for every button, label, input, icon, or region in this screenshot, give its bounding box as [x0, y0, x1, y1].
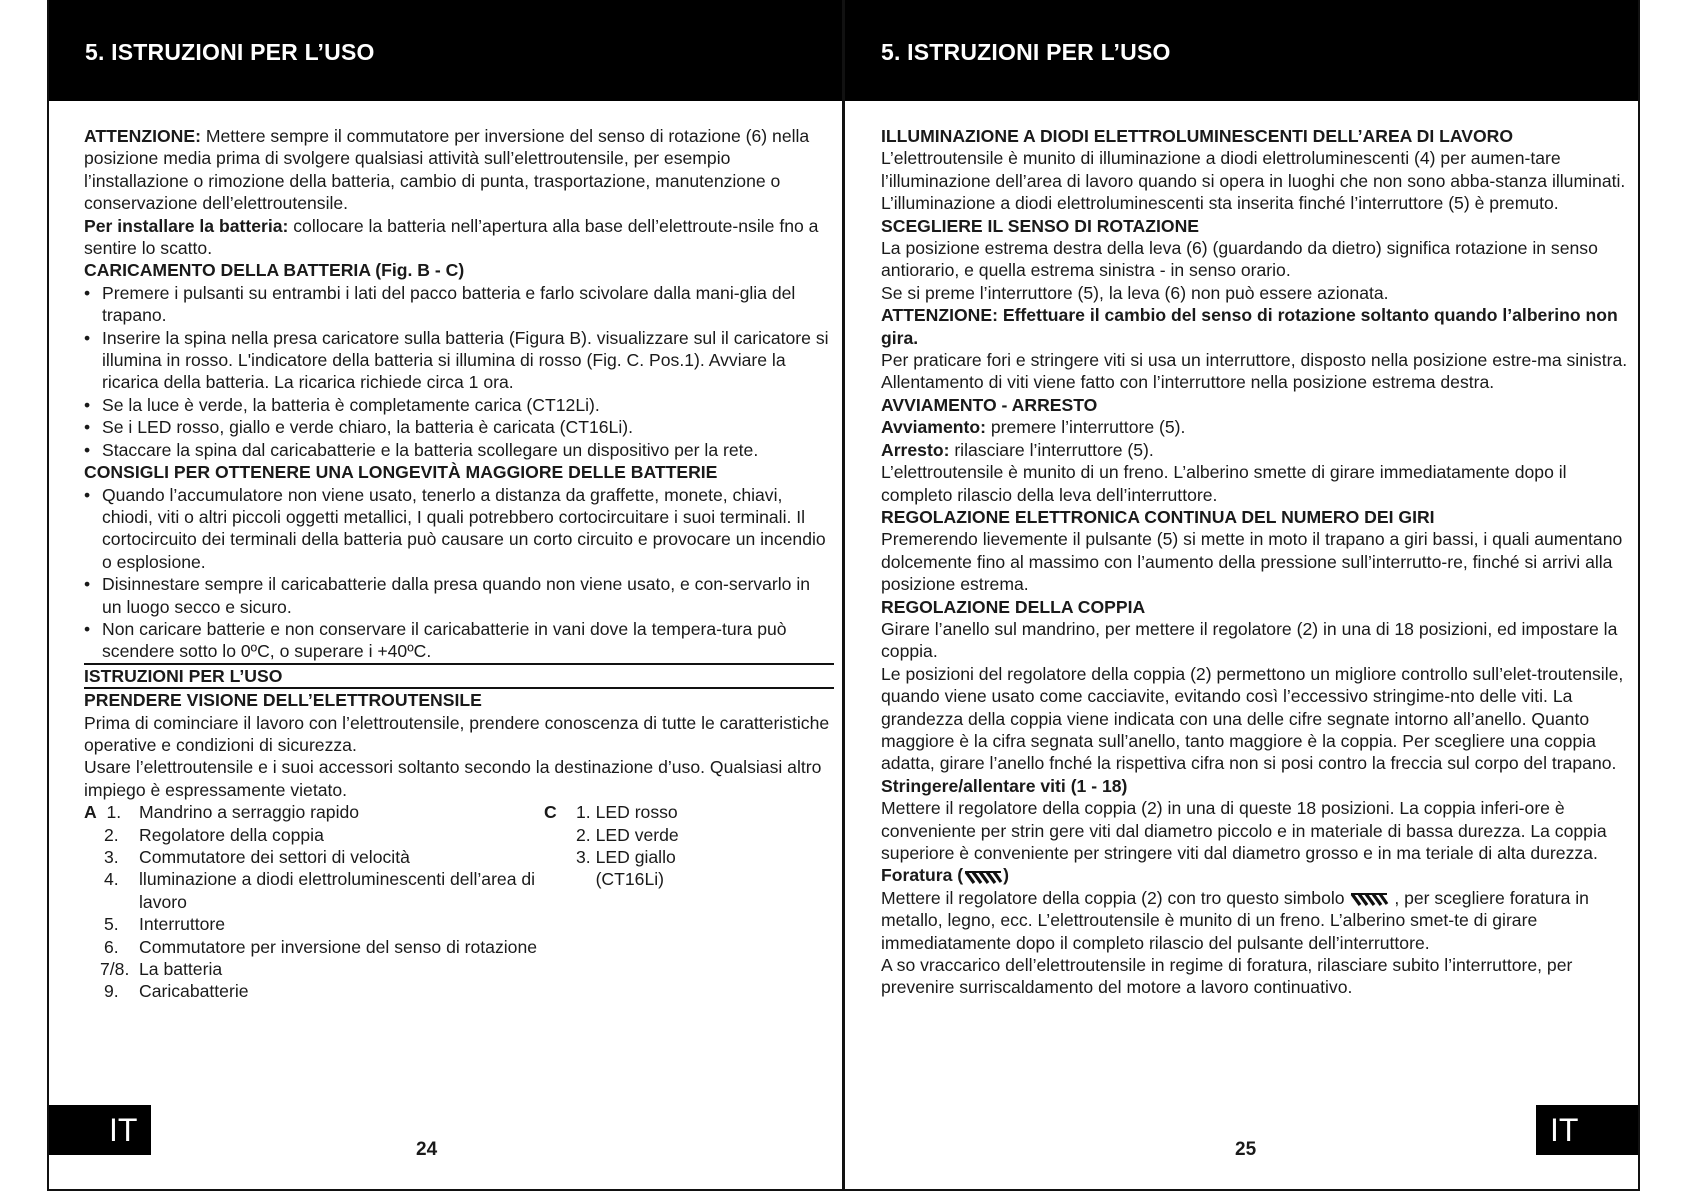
list-item — [544, 846, 744, 891]
bullet-icon: • — [84, 439, 91, 460]
bullet-icon: • — [84, 618, 91, 639]
spacer — [544, 824, 576, 846]
drilling-heading — [881, 864, 1636, 886]
drilling-heading-text: Foratura ( — [881, 865, 964, 886]
item-text: Caricabatterie — [139, 981, 249, 1002]
brake-paragraph: L’elettroutensile è munito di un freno. L’alberino smette di girare immediatamente dopo il completo rilascio della leva dell’interruttore. — [881, 462, 1567, 505]
item-number: 6. — [104, 936, 119, 957]
list-letter: A — [84, 802, 97, 823]
list-item — [84, 282, 834, 327]
bullet-text: Quando l’accumulatore non viene usato, tenerlo a distanza da graffette, monete, chiavi, chiodi, viti o altri piccoli oggetti metallici, I quali potrebbero cortocircuitare i suoi terminali. Il cortocircuito dei terminali della batteria può causare un corto circuito e provocare un incendio o esplosione. — [102, 484, 826, 572]
start-label: Avviamento: — [881, 417, 986, 438]
drilling-paragraph-2: A so vraccarico dell’elettroutensile in regime di foratura, rilasciare subito l’interruttore, per prevenire surriscaldamento del motore a lavoro continuativo. — [881, 955, 1573, 998]
overview-paragraph-2: Usare l’elettroutensile e i suoi accessori soltanto secondo la destinazione d’uso. Qualsiasi altro impiego è espressamente vietato. — [84, 757, 822, 800]
item-text: Interruttore — [139, 914, 226, 935]
item-text: La batteria — [139, 959, 223, 980]
page-number: 25 — [1235, 1139, 1257, 1160]
direction-paragraph-1: La posizione estrema destra della leva (6) (guardando da dietro) significa rotazione in senso antiorario, e quella estrema sinistra - in senso orario. — [881, 238, 1598, 281]
list-item — [84, 801, 544, 823]
right-page-title: 5. ISTRUZIONI PER L’USO — [881, 39, 1171, 65]
left-page-title: 5. ISTRUZIONI PER L’USO — [85, 39, 375, 65]
bullet-text: Staccare la spina dal caricabatterie e la batteria scollegare un dispositivo per la rete. — [102, 439, 759, 460]
speed-paragraph: Premerendo lievemente il pulsante (5) si mette in moto il trapano a giri bassi, i quali aumentano dolcemente fino al massimo con l’aumento della pressione sull’interrutto-re, finché si arrivi alla posizione estrema. — [881, 529, 1623, 595]
right-header-bar — [845, 0, 1638, 101]
item-number: 1. — [576, 802, 591, 823]
right-content — [881, 125, 1636, 999]
drill-symbol-icon — [963, 869, 1003, 885]
bullet-icon: • — [84, 282, 91, 303]
list-item — [84, 824, 544, 846]
attention-text: Mettere sempre il commutatore per inversione del senso di rotazione (6) nella posizione media prima di svolgere qualsiasi attività sull’elettroutensile, per esempio l’installazione o rimozione della batteria, cambio di punta, trasportazione, manutenzione o conservazione dell’elettroutensile. — [84, 126, 810, 214]
list-item — [84, 484, 834, 574]
screw-paragraph: Mettere il regolatore della coppia (2) in una di queste 18 posizioni. La coppia inferi-ore è conveniente per strin gere viti dal diametro piccolo e in materiale di bassa durezza. La coppia superiore è conveniente per stringere viti dal diametro grosso e in ma teriale di alta durezza. — [881, 798, 1607, 863]
list-item — [84, 618, 834, 663]
item-number: 1. — [106, 802, 122, 823]
item-number: 2. — [576, 824, 591, 845]
item-number: 9. — [104, 981, 119, 1002]
stop-line — [881, 439, 1636, 461]
bullet-text: Disinnestare sempre il caricabatterie dalla presa quando non viene usato, e con-servarlo in un luogo secco e sicuro. — [102, 574, 811, 617]
install-battery-paragraph — [84, 215, 834, 260]
list-item — [84, 980, 544, 1002]
direction-paragraph-3: Per praticare fori e stringere viti si usa un interruttore, disposto nella posizione estre-ma sinistra. Allentamento di viti viene fatto con l’interruttore nella posizione estrema destra. — [881, 350, 1628, 393]
item-text: Mandrino a serraggio rapido — [139, 802, 360, 823]
left-header-bar — [49, 0, 842, 101]
start-stop-heading: AVVIAMENTO - ARRESTO — [881, 394, 1098, 415]
bullet-icon: • — [84, 394, 91, 415]
item-text: LED giallo (CT16Li) — [595, 847, 676, 890]
stop-text: rilasciare l’interruttore (5). — [949, 439, 1154, 460]
direction-paragraph-2: Se si preme l’interruttore (5), la leva (6) non può essere azionata. — [881, 282, 1389, 303]
drilling-text-a: Mettere il regolatore della coppia (2) con tro questo simbolo — [881, 887, 1345, 908]
bullet-text: Se i LED rosso, giallo e verde chiaro, la batteria è caricata (CT16Li). — [102, 417, 633, 438]
right-page — [843, 0, 1640, 1191]
parts-list-a — [84, 801, 544, 1003]
bullet-icon: • — [84, 417, 91, 438]
item-number: 5. — [104, 914, 119, 935]
install-battery-text: collocare la batteria nell’apertura alla base dell’elettroute-nsile fno a sentire lo scatto. — [84, 215, 819, 259]
bullet-text: Inserire la spina nella presa caricatore sulla batteria (Figura B). visualizzare sul il caricatore si illumina in rosso. L'indicatore della batteria si illumina di rosso (Fig. C. Pos.1). Avviare la ricarica della batteria. La ricarica richiede circa 1 ora. — [102, 327, 829, 393]
item-text: lluminazione a diodi elettroluminescenti dell’area di lavoro — [139, 869, 536, 912]
list-item — [84, 573, 834, 618]
parts-legend — [84, 801, 834, 1003]
direction-heading: SCEGLIERE IL SENSO DI ROTAZIONE — [881, 215, 1200, 236]
screw-heading: Stringere/allentare viti (1 - 18) — [881, 775, 1128, 796]
list-item — [84, 394, 834, 416]
led-heading: ILLUMINAZIONE A DIODI ELETTROLUMINESCENTI DELL’AREA DI LAVORO — [881, 126, 1514, 146]
language-tag: IT — [49, 1105, 151, 1155]
stop-label: Arresto: — [881, 439, 950, 460]
item-text: Commutatore dei settori di velocità — [139, 847, 410, 867]
language-tag: IT — [1536, 1105, 1638, 1155]
item-number: 3. — [576, 847, 591, 867]
item-number: 2. — [104, 824, 119, 845]
list-item — [84, 913, 544, 935]
left-page — [47, 0, 844, 1191]
drilling-paragraph-1 — [881, 887, 1636, 954]
drilling-heading-close: ) — [1003, 865, 1009, 886]
list-letter: C — [544, 802, 557, 823]
bullet-text: Non caricare batterie e non conservare il caricabatterie in vani dove la tempera-tura può scendere sotto lo 0ºC, o superare i +40ºC. — [102, 618, 787, 662]
install-battery-label: Per installare la batteria: — [84, 215, 289, 236]
list-item — [84, 439, 834, 461]
start-text: premere l’interruttore (5). — [985, 417, 1186, 438]
list-item — [84, 416, 834, 438]
torque-paragraph-1: Girare l’anello sul mandrino, per mettere il regolatore (2) in una di 18 posizioni, ed impostare la coppia. — [881, 618, 1618, 662]
attention-label: ATTENZIONE: — [84, 126, 201, 146]
list-item — [84, 936, 544, 958]
spacer — [544, 846, 576, 891]
tool-overview-heading: PRENDERE VISIONE DELL’ELETTROUTENSILE — [84, 687, 834, 711]
list-item — [544, 824, 744, 846]
item-text: LED verde — [595, 824, 679, 845]
list-item — [84, 327, 834, 394]
list-item — [84, 958, 544, 980]
overview-paragraph-1: Prima di cominciare il lavoro con l’elettroutensile, prendere conoscenza di tutte le caratteristiche operative e condizioni di sicurezza. — [84, 712, 830, 755]
start-line — [881, 416, 1636, 438]
parts-list-c — [544, 801, 744, 1003]
led-paragraph: L’elettroutensile è munito di illuminazione a diodi elettroluminescenti (4) per aumen-tare l’illuminazione dell’area di lavoro quando si opera in luoghi che non sono abba-stanza illuminati. L’illuminazione a diodi elettroluminescenti sta inserita finché l’interruttore (5) è premuto. — [881, 148, 1626, 214]
bullet-icon: • — [84, 327, 91, 348]
list-item — [544, 801, 744, 823]
item-text: Commutatore per inversione del senso di rotazione — [139, 936, 538, 957]
item-number: 4. — [104, 869, 119, 890]
torque-paragraph-2: Le posizioni del regolatore della coppia (2) permettono un migliore controllo sull’elet-troutensile, quando viene usato come cacciavite, evitando così l’eccessivo stringime-nto delle viti. La grandezza della coppia viene indicata con una delle cifre segnate intorno all’anello. Quanto maggiore è la cifra segnata sull’anello, tanto maggiore è la coppia. Per scegliere una coppia adatta, girare l’anello fnché la rispettiva cifra non si posi contro la freccia sul corpo del trapano. — [881, 663, 1624, 774]
page-number: 24 — [416, 1139, 438, 1160]
tips-heading: CONSIGLI PER OTTENERE UNA LONGEVITÀ MAGGIORE DELLE BATTERIE — [84, 462, 718, 483]
item-text: Regolatore della coppia — [139, 824, 324, 845]
speed-heading: REGOLAZIONE ELETTRONICA CONTINUA DEL NUMERO DEI GIRI — [881, 506, 1435, 527]
list-letter-wrap — [544, 801, 576, 823]
bullet-icon: • — [84, 574, 91, 595]
item-text: LED rosso — [595, 802, 678, 823]
drilling-text-b: , per scegliere foratura in metallo, legno, ecc. L’elettroutensile è munito di un freno. L’alberino smet-te di girare immediatamente dopo il completo rilascio del pulsante dell’interruttore. — [881, 887, 1589, 953]
instructions-heading: ISTRUZIONI PER L’USO — [84, 663, 834, 687]
item-number: 7/8. — [100, 959, 130, 980]
bullet-icon: • — [84, 484, 91, 505]
left-content — [84, 125, 834, 1003]
list-number — [84, 801, 139, 823]
charging-heading: CARICAMENTO DELLA BATTERIA (Fig. B - C) — [84, 260, 465, 281]
torque-heading: REGOLAZIONE DELLA COPPIA — [881, 596, 1146, 617]
list-item — [84, 868, 544, 913]
direction-warning: ATTENZIONE: Effettuare il cambio del senso di rotazione soltanto quando l’alberino non gira. — [881, 305, 1618, 348]
item-number: 3. — [104, 847, 119, 867]
drill-symbol-icon — [1349, 891, 1389, 907]
bullet-text: Se la luce è verde, la batteria è completamente carica (CT12Li). — [102, 394, 600, 415]
attention-paragraph — [84, 125, 834, 215]
bullet-text: Premere i pulsanti su entrambi i lati del pacco batteria e farlo scivolare dalla mani-glia del trapano. — [102, 282, 796, 326]
list-item — [84, 846, 544, 868]
